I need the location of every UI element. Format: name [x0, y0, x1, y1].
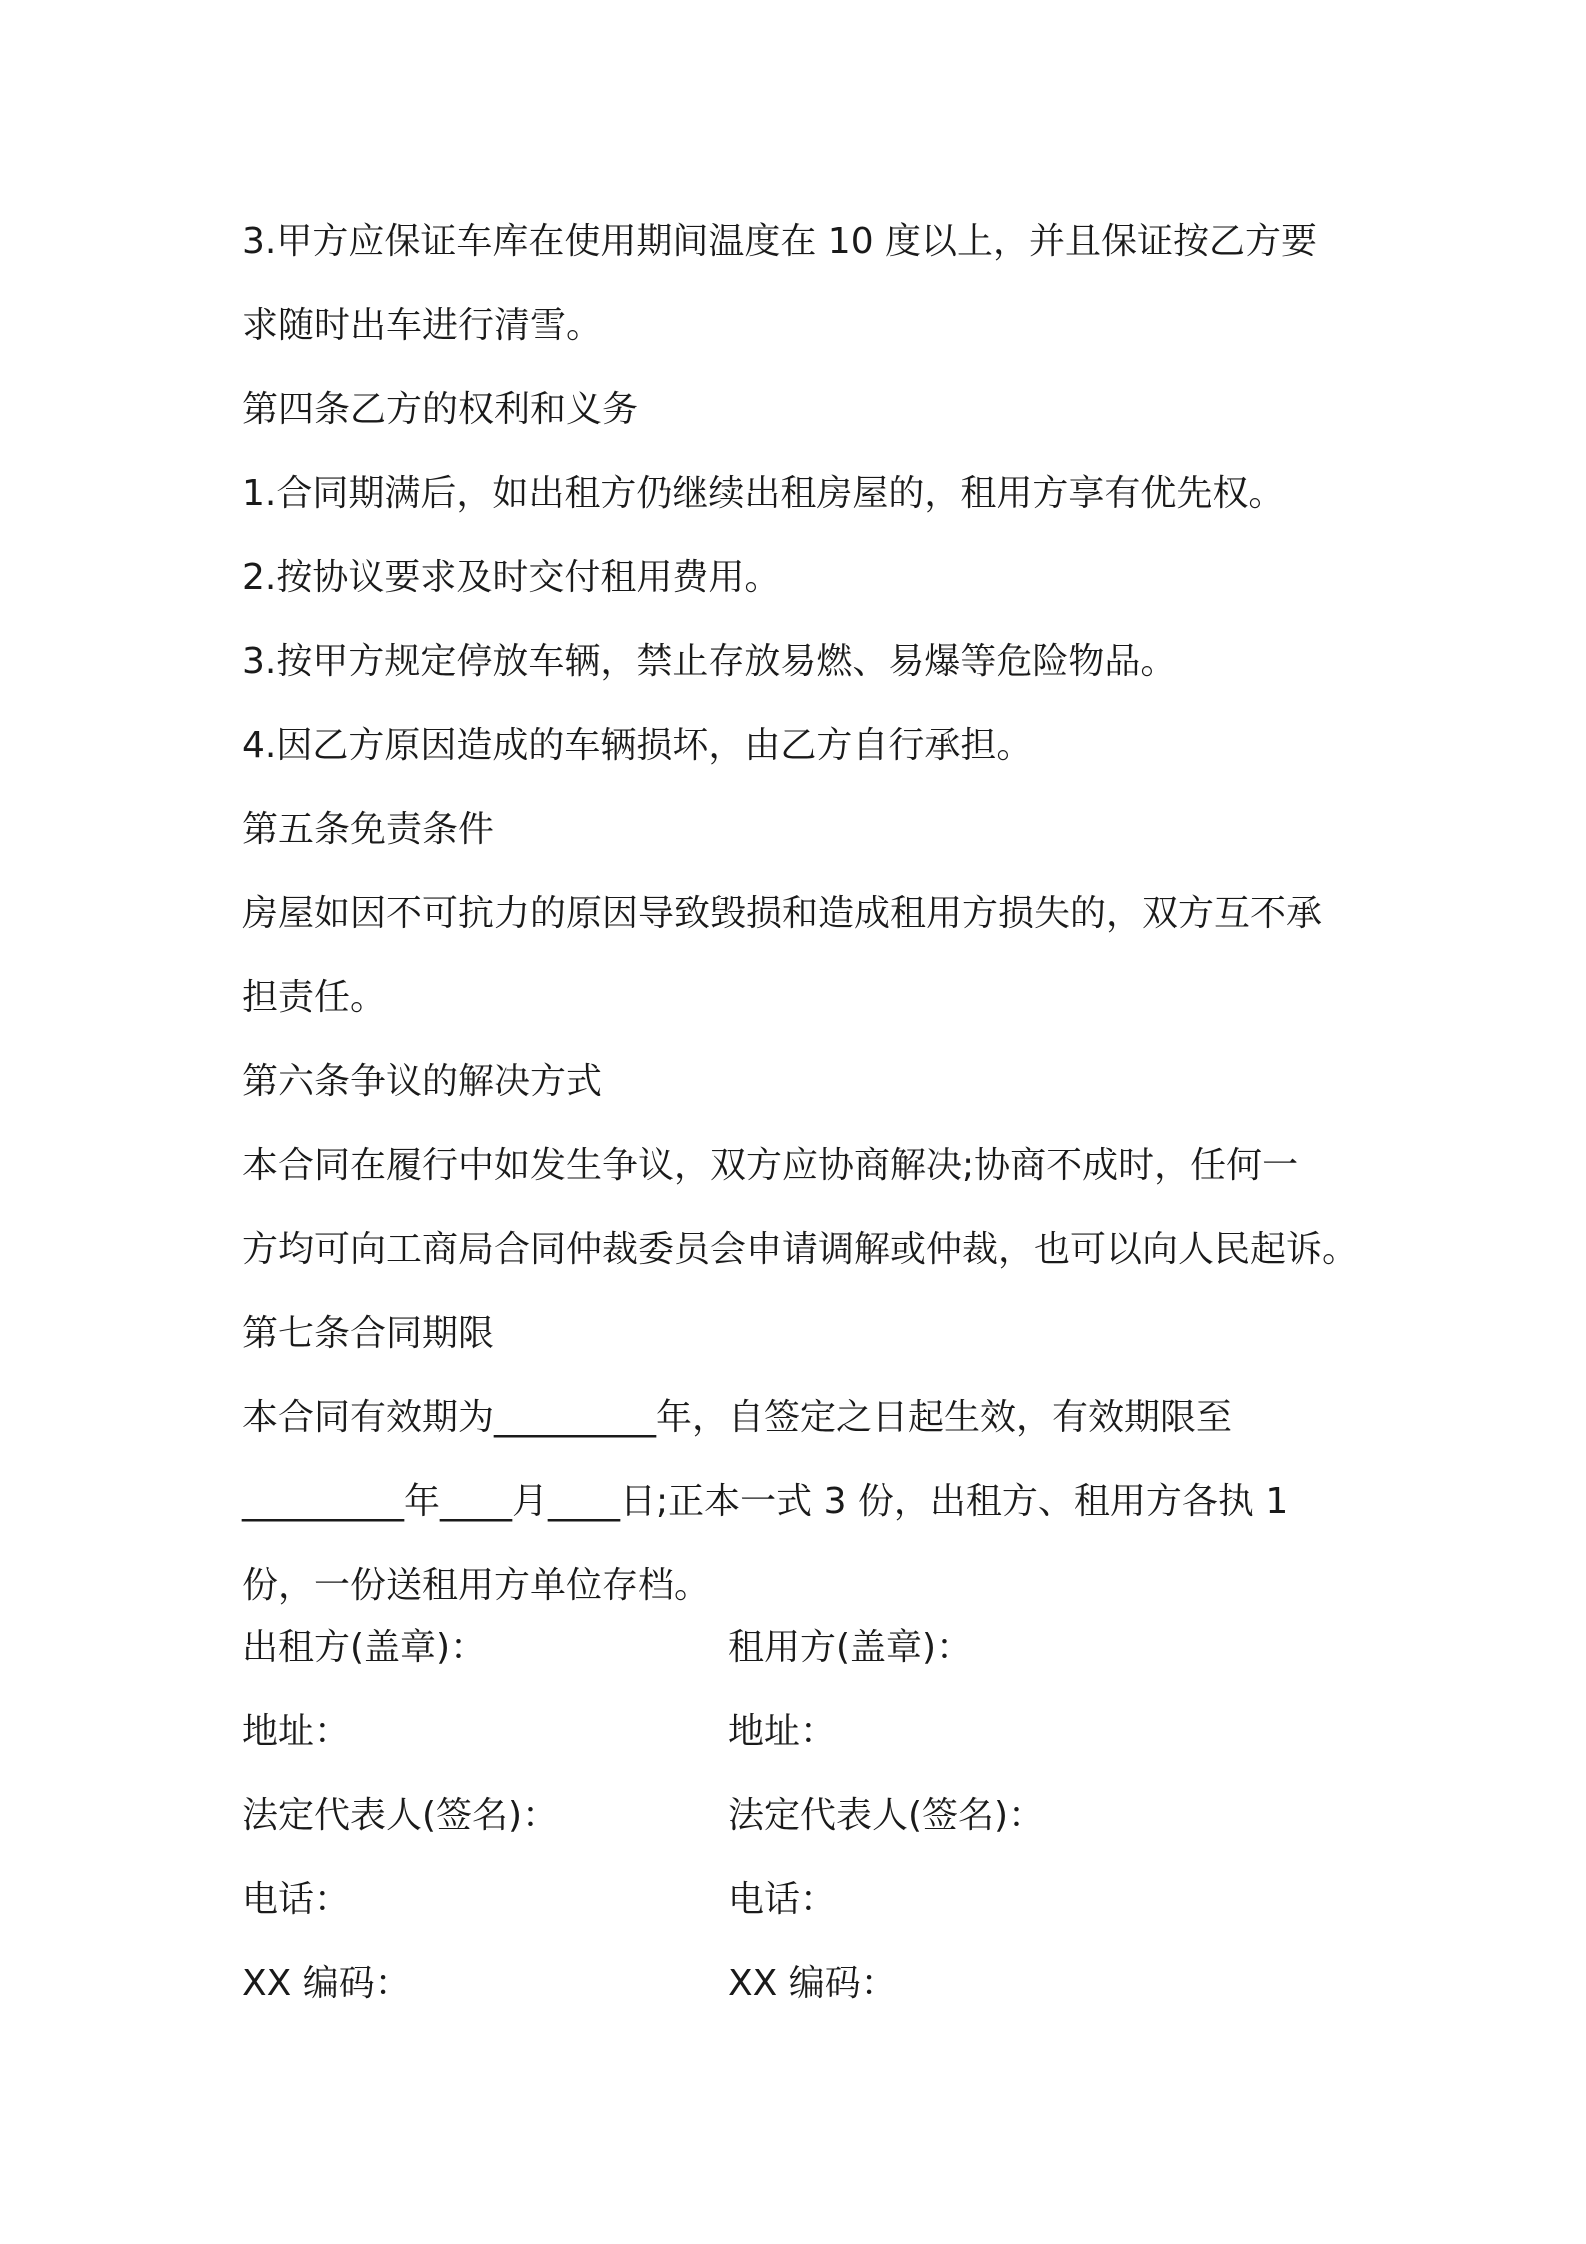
article-6-text-line-2: 方均可向工商局合同仲裁委员会申请调解或仲裁，也可以向人民起诉。	[242, 1229, 1359, 1270]
lessee-address-label: 地址：	[728, 1711, 837, 1752]
lessee-code-label: XX 编码：	[728, 1963, 897, 2004]
article-7-text-line-2: _________年____月____日;正本一式 3 份，出租方、租用方各执 1	[242, 1481, 1289, 1522]
article-4-item-1: 1.合同期满后，如出租方仍继续出租房屋的，租用方享有优先权。	[242, 473, 1285, 514]
signature-row-address	[242, 1690, 1392, 1774]
article-4-heading: 第四条乙方的权利和义务	[242, 389, 639, 430]
signature-row-seal	[242, 1606, 1392, 1690]
article-5-text-line-2: 担责任。	[242, 977, 387, 1018]
lessor-representative-label: 法定代表人(签名)：	[242, 1795, 559, 1836]
clause-3-line-2: 求随时出车进行清雪。	[242, 305, 603, 346]
document-body	[242, 200, 1392, 1628]
article-5-text-line-1: 房屋如因不可抗力的原因导致毁损和造成租用方损失的，双方互不承	[242, 893, 1323, 934]
lessee-representative-label: 法定代表人(签名)：	[728, 1795, 1045, 1836]
article-6-heading: 第六条争议的解决方式	[242, 1061, 603, 1102]
article-7-text-line-1: 本合同有效期为_________年，自签定之日起生效，有效期限至	[242, 1397, 1233, 1438]
lessor-address-label: 地址：	[242, 1711, 351, 1752]
article-7-text-line-3: 份，一份送租用方单位存档。	[242, 1565, 711, 1606]
signature-row-representative	[242, 1774, 1392, 1858]
article-4-item-3: 3.按甲方规定停放车辆，禁止存放易燃、易爆等危险物品。	[242, 641, 1177, 682]
lessee-phone-label: 电话：	[728, 1879, 837, 1920]
lessee-seal-label: 租用方(盖章)：	[728, 1627, 973, 1668]
article-7-heading: 第七条合同期限	[242, 1313, 495, 1354]
signature-row-phone	[242, 1858, 1392, 1942]
lessor-seal-label: 出租方(盖章)：	[242, 1627, 487, 1668]
article-5-heading: 第五条免责条件	[242, 809, 495, 850]
signature-block	[242, 1606, 1392, 2026]
clause-3-line-1: 3.甲方应保证车库在使用期间温度在 10 度以上，并且保证按乙方要	[242, 221, 1318, 262]
article-6-text-line-1: 本合同在履行中如发生争议，双方应协商解决;协商不成时，任何一	[242, 1145, 1299, 1186]
lessor-phone-label: 电话：	[242, 1879, 351, 1920]
lessor-code-label: XX 编码：	[242, 1963, 411, 2004]
signature-row-code	[242, 1942, 1392, 2026]
article-4-item-2: 2.按协议要求及时交付租用费用。	[242, 557, 781, 598]
article-4-item-4: 4.因乙方原因造成的车辆损坏，由乙方自行承担。	[242, 725, 1033, 766]
